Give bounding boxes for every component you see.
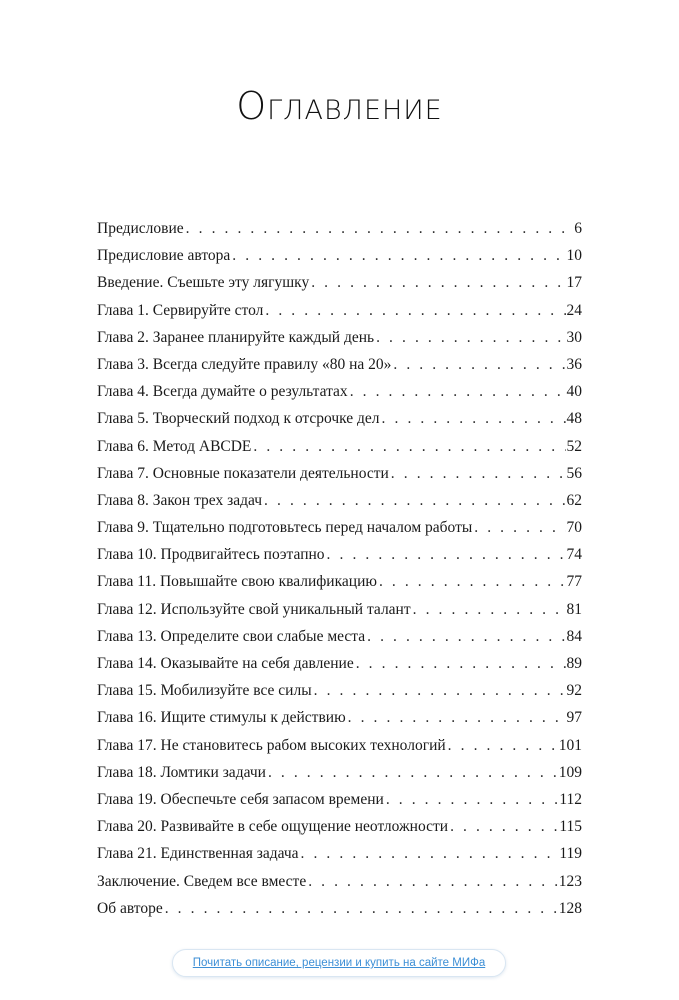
toc-entry-title: Глава 12. Используйте свой уникальный талант	[97, 600, 411, 618]
toc-dot-leader	[376, 324, 565, 351]
toc-entry-title: Глава 19. Обеспечьте себя запасом времени	[97, 790, 384, 808]
toc-entry-title: Глава 3. Всегда следуйте правилу «80 на 20»	[97, 355, 392, 373]
page-title: Оглавление	[236, 84, 443, 128]
toc-entry-title: Глава 4. Всегда думайте о результатах	[97, 383, 348, 401]
toc-entry-title: Глава 16. Ищите стимулы к действию	[97, 709, 346, 727]
toc-entry	[97, 623, 582, 650]
toc-entry-title: Глава 2. Заранее планируйте каждый день	[97, 328, 375, 346]
toc-entry-title: Глава 21. Единственная задача	[97, 845, 299, 863]
toc-entry-title: Глава 17. Не становитесь рабом высоких технологий	[97, 736, 446, 754]
toc-entry-page: 109	[558, 763, 582, 781]
toc-entry-page: 40	[566, 383, 582, 401]
toc-entry-page: 36	[566, 355, 582, 373]
toc-dot-leader	[311, 269, 565, 296]
toc-dot-leader	[386, 786, 559, 813]
toc-entry	[97, 568, 582, 595]
toc-entry-page: 101	[558, 736, 582, 754]
toc-entry	[97, 378, 582, 405]
toc-dot-leader	[393, 351, 565, 378]
toc-dot-leader	[367, 623, 565, 650]
toc-entry-page: 62	[566, 491, 582, 509]
toc-dot-leader	[232, 242, 565, 269]
toc-entry-title: Глава 15. Мобилизуйте все силы	[97, 682, 312, 700]
toc-entry	[97, 541, 582, 568]
toc-entry-title: Глава 6. Метод ABCDE	[97, 437, 252, 455]
toc-entry	[97, 840, 582, 867]
toc-entry	[97, 759, 582, 786]
toc-entry-page: 81	[566, 600, 582, 618]
toc-dot-leader	[350, 378, 566, 405]
toc-entry	[97, 514, 582, 541]
toc-dot-leader	[314, 677, 566, 704]
toc-entry-page: 17	[566, 274, 582, 292]
toc-entry	[97, 786, 582, 813]
toc-entry-title: Заключение. Сведем все вместе	[97, 872, 307, 890]
toc-entry	[97, 487, 582, 514]
toc-entry-page: 56	[566, 464, 582, 482]
toc-entry-page: 48	[566, 410, 582, 428]
toc-entry-title: Глава 13. Определите свои слабые места	[97, 627, 366, 645]
toc-entry-title: Глава 1. Сервируйте стол	[97, 301, 264, 319]
toc-dot-leader	[448, 732, 558, 759]
toc-entry-title: Предисловие автора	[97, 247, 231, 265]
toc-entry-title: Предисловие	[97, 220, 184, 237]
toc-dot-leader	[450, 813, 558, 840]
toc-dot-leader	[382, 405, 566, 432]
toc-entry	[97, 868, 582, 895]
mif-store-link[interactable]: Почитать описание, рецензии и купить на сайте МИФа	[172, 949, 506, 977]
toc-dot-leader	[391, 460, 566, 487]
toc-entry-page: 77	[566, 573, 582, 591]
toc-entry-title: Глава 7. Основные показатели деятельности	[97, 464, 389, 482]
toc-entry-page: 52	[566, 437, 582, 455]
toc-entry	[97, 215, 582, 242]
toc-dot-leader	[265, 297, 565, 324]
toc-entry-page: 112	[559, 790, 582, 808]
toc-entry-title: Глава 14. Оказывайте на себя давление	[97, 655, 354, 672]
toc-entry-page: 30	[566, 328, 582, 346]
toc-entry-title: Глава 10. Продвигайтесь поэтапно	[97, 546, 325, 564]
toc-entry-page: 10	[566, 247, 582, 265]
toc-entry-title: Введение. Съешьте эту лягушку	[97, 274, 310, 292]
toc-entry	[97, 732, 582, 759]
toc-dot-leader	[186, 215, 574, 242]
toc-dot-leader	[268, 759, 558, 786]
toc-entry	[97, 324, 582, 351]
toc-entry-title: Глава 20. Развивайте в себе ощущение неотложности	[97, 818, 449, 836]
toc-entry	[97, 433, 582, 460]
toc-entry-title: Об авторе	[97, 899, 163, 917]
toc-entry-page: 6	[574, 220, 582, 237]
toc-entry-title: Глава 18. Ломтики задачи	[97, 763, 266, 781]
toc-entry-title: Глава 9. Тщательно подготовьтесь перед началом работы	[97, 519, 473, 537]
toc-entry	[97, 242, 582, 269]
toc-entry	[97, 297, 582, 324]
toc-entry-page: 119	[559, 845, 582, 863]
toc-entry-title: Глава 11. Повышайте свою квалификацию	[97, 573, 377, 591]
toc-dot-leader	[264, 487, 565, 514]
toc-dot-leader	[301, 840, 559, 867]
toc-entry-page: 89	[566, 655, 582, 672]
toc-entry	[97, 405, 582, 432]
toc-entry-page: 128	[558, 899, 582, 917]
toc-entry-page: 70	[566, 519, 582, 537]
toc-entry	[97, 813, 582, 840]
toc-entry	[97, 460, 582, 487]
toc-entry-page: 24	[566, 301, 582, 319]
toc-dot-leader	[356, 650, 566, 677]
toc-entry-page: 97	[566, 709, 582, 727]
toc-entry-title: Глава 8. Закон трех задач	[97, 491, 263, 509]
toc-dot-leader	[413, 596, 566, 623]
toc-dot-leader	[165, 895, 558, 922]
toc-entry-page: 123	[558, 872, 582, 890]
toc-entry-page: 115	[559, 818, 582, 836]
toc-dot-leader	[327, 541, 566, 568]
toc-dot-leader	[474, 514, 565, 541]
toc-entry-page: 74	[566, 546, 582, 564]
toc-entry-page: 92	[566, 682, 582, 700]
table-of-contents	[97, 215, 582, 922]
toc-entry	[97, 650, 582, 677]
toc-dot-leader	[308, 868, 558, 895]
toc-dot-leader	[379, 568, 566, 595]
toc-dot-leader	[253, 433, 565, 460]
toc-entry	[97, 596, 582, 623]
toc-entry-title: Глава 5. Творческий подход к отсрочке дел	[97, 410, 380, 428]
toc-dot-leader	[348, 704, 566, 731]
toc-entry	[97, 677, 582, 704]
toc-entry	[97, 704, 582, 731]
toc-entry-page: 84	[566, 627, 582, 645]
toc-entry	[97, 895, 582, 922]
toc-entry	[97, 351, 582, 378]
toc-entry	[97, 269, 582, 296]
